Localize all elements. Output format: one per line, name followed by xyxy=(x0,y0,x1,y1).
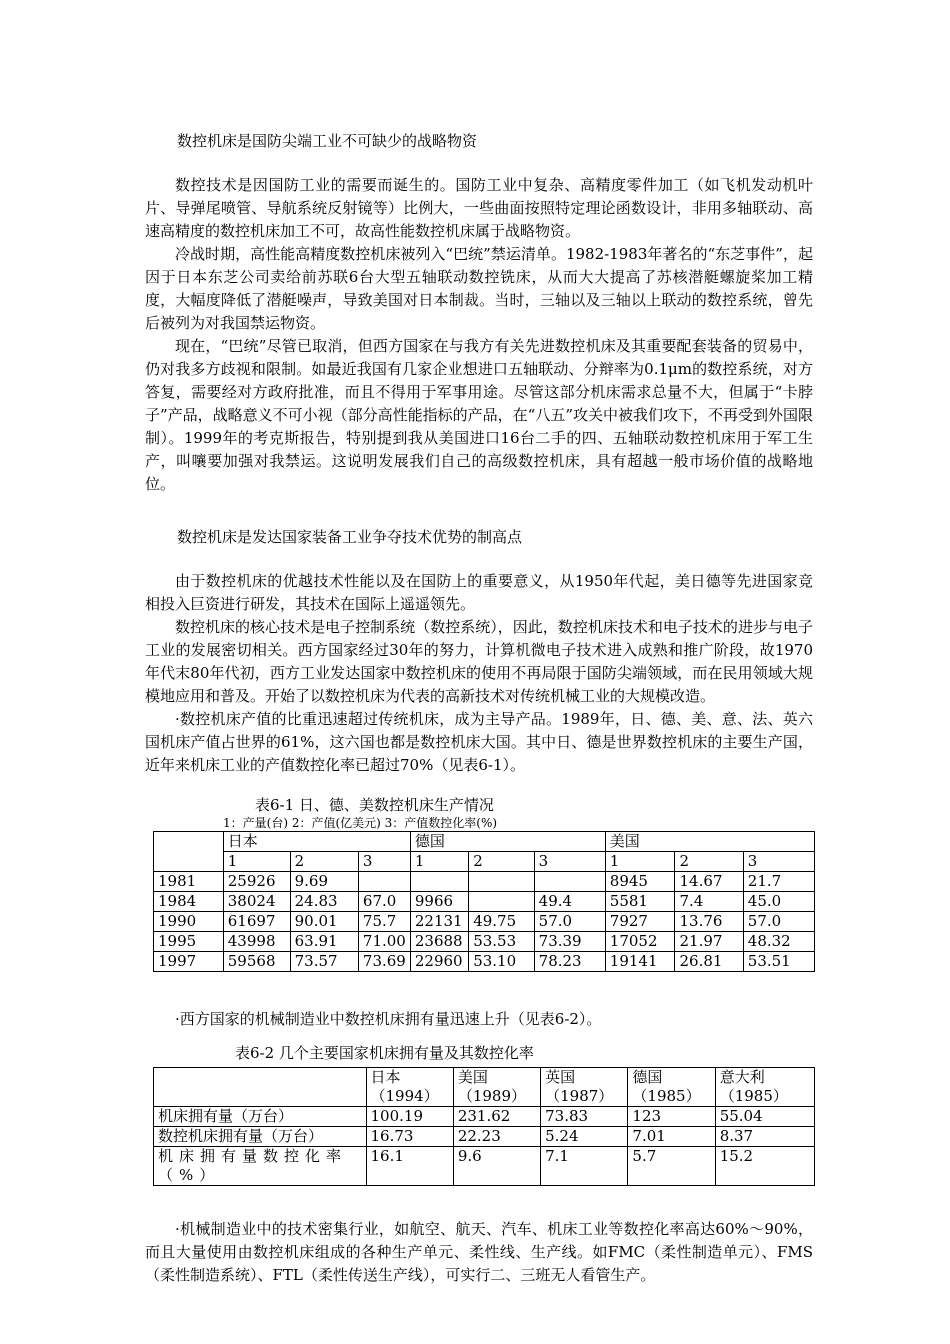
table2-corner-cell xyxy=(154,1068,367,1107)
section2-paragraph-1: 由于数控机床的优越技术性能以及在国防上的重要意义，从1950年代起，美日德等先进国家竞相投入巨资进行研发，其技术在国际上遥遥领先。 xyxy=(145,572,813,613)
table1-value-cell: 49.4 xyxy=(534,892,605,912)
table-row xyxy=(154,1127,815,1147)
table1-value-cell: 48.32 xyxy=(743,932,814,952)
table1-value-cell: 90.01 xyxy=(290,912,358,932)
table1-value-cell: 22131 xyxy=(410,912,468,932)
table1-value-cell: 59568 xyxy=(223,952,290,972)
paragraph-after-table1: ·西方国家的机械制造业中数控机床拥有量迅速上升（见表6-2）。 xyxy=(175,1010,602,1028)
table1-value-cell: 7.4 xyxy=(675,892,743,912)
table1-value-cell: 9.69 xyxy=(290,872,358,892)
section1-paragraph-1: 数控技术是因国防工业的需要而诞生的。国防工业中复杂、高精度零件加工（如飞机发动机叶片、导弹尾喷管、导航系统反射镜等）比例大，一些曲面按照特定理论函数设计，非用多轴联动、高速高精度的数控机床加工不可，故高性能数控机床属于战略物资。 xyxy=(145,176,813,240)
section2-paragraph-2: 数控机床的核心技术是电子控制系统（数控系统），因此，数控机床技术和电子技术的进步与电子工业的发展密切相关。西方国家经过30年的努力，计算机微电子技术进入成熟和推广阶段，故1970年代末80年代初，西方工业发达国家中数控机床的使用不再局限于国防尖端领域，而在民用领域大规模地应用和普及。开始了以数控机床为代表的高新技术对传统机械工业的大规模改造。 xyxy=(145,618,813,705)
table2-country-name: 英国 xyxy=(545,1068,576,1086)
table1-value-cell: 24.83 xyxy=(290,892,358,912)
table1-legend: 1：产量(台) 2：产值(亿美元) 3：产值数控化率(%) xyxy=(223,816,498,830)
table2-value-cell: 73.83 xyxy=(541,1107,628,1127)
table1-value-cell: 78.23 xyxy=(534,952,605,972)
table2-value-cell: 55.04 xyxy=(715,1107,814,1127)
section1-paragraph-3: 现在，“巴统”尽管已取消，但西方国家在与我方有关先进数控机床及其重要配套装备的贸易中，仍对我多方歧视和限制。如最近我国有几家企业想进口五轴联动、分辩率为0.1μm的数控系统，对方答复，需要经对方政府批准，而且不得用于军事用途。尽管这部分机床需求总量不大，但属于“卡脖子”产品，战略意义不可小视（部分高性能指标的产品，在“八五”攻关中被我们攻下，不再受到外国限制）。1999年的考克斯报告，特别提到我从美国进口16台二手的四、五轴联动数控机床用于军工生产，叫嚷要加强对我禁运。这说明发展我们自己的高级数控机床，具有超越一般市场价值的战略地位。 xyxy=(145,337,814,493)
table1-subheader: 2 xyxy=(469,852,534,872)
table-row xyxy=(154,1147,815,1186)
table1-value-cell xyxy=(358,872,410,892)
paragraph-after-table2: ·机械制造业中的技术密集行业，如航空、航天、汽车、机床工业等数控化率高达60%～90%，而且大量使用由数控机床组成的各种生产单元、柔性线、生产线。如FMC（柔性制造单元）、FMS（柔性制造系统）、FTL（柔性传送生产线），可实行二、三班无人看管生产。 xyxy=(145,1220,813,1284)
table1-value-cell: 57.0 xyxy=(534,912,605,932)
table1-corner-cell xyxy=(154,832,224,872)
table1-value-cell: 21.7 xyxy=(743,872,814,892)
table1-subheader: 2 xyxy=(675,852,743,872)
table1-value-cell: 73.69 xyxy=(358,952,410,972)
table1-subheader: 3 xyxy=(358,852,410,872)
table1-value-cell: 61697 xyxy=(223,912,290,932)
table1-value-cell: 25926 xyxy=(223,872,290,892)
table1-value-cell: 57.0 xyxy=(743,912,814,932)
table-row xyxy=(154,912,815,932)
table1-value-cell: 23688 xyxy=(410,932,468,952)
table2-header-row xyxy=(154,1068,815,1107)
section1-heading: 数控机床是国防尖端工业不可缺少的战略物资 xyxy=(177,132,478,150)
section1-body xyxy=(145,174,813,496)
table2-value-cell: 16.1 xyxy=(366,1147,453,1186)
table1-year-cell: 1997 xyxy=(154,952,224,972)
table1-subheader: 3 xyxy=(534,852,605,872)
table1-country-header: 美国 xyxy=(605,832,814,852)
table2-value-cell: 231.62 xyxy=(453,1107,540,1127)
table1-country-header: 德国 xyxy=(410,832,605,852)
table2-country-name: 意大利 xyxy=(719,1068,765,1086)
table2-value-cell: 16.73 xyxy=(366,1127,453,1147)
table2-row-label: 机床拥有量（万台） xyxy=(154,1107,367,1127)
table2-country-header xyxy=(541,1068,628,1107)
table2-country-header xyxy=(453,1068,540,1107)
table1-value-cell: 75.7 xyxy=(358,912,410,932)
table1-value-cell: 38024 xyxy=(223,892,290,912)
table1-country-header-row xyxy=(154,832,815,852)
table1-value-cell xyxy=(469,872,534,892)
table1-value-cell xyxy=(410,872,468,892)
table1-country-header: 日本 xyxy=(223,832,410,852)
table2-value-cell: 100.19 xyxy=(366,1107,453,1127)
table2-country-year: （1994） xyxy=(370,1087,439,1105)
table2-row-label: 数控机床拥有量（万台） xyxy=(154,1127,367,1147)
table1-year-cell: 1995 xyxy=(154,932,224,952)
table1-value-cell: 7927 xyxy=(605,912,675,932)
table2-value-cell: 15.2 xyxy=(715,1147,814,1186)
table-row xyxy=(154,932,815,952)
section2-paragraph-3: ·数控机床产值的比重迅速超过传统机床，成为主导产品。1989年，日、德、美、意、法、英六国机床产值占世界的61%，这六国也都是数控机床大国。其中日、德是世界数控机床的主要生产国，近年来机床工业的产值数控化率已超过70%（见表6-1）。 xyxy=(145,710,813,774)
table1-value-cell: 63.91 xyxy=(290,932,358,952)
table2-value-cell: 7.01 xyxy=(628,1127,715,1147)
table2-country-year: （1989） xyxy=(457,1087,526,1105)
table1-value-cell: 67.0 xyxy=(358,892,410,912)
table2-row-label: 机床拥有量数控化率（%） xyxy=(154,1147,367,1186)
table2-value-cell: 123 xyxy=(628,1107,715,1127)
table1-value-cell: 53.10 xyxy=(469,952,534,972)
table1-year-cell: 1981 xyxy=(154,872,224,892)
document-body xyxy=(145,130,813,1287)
table2-country-name: 美国 xyxy=(457,1068,488,1086)
table1-value-cell: 45.0 xyxy=(743,892,814,912)
table2-country-header xyxy=(715,1068,814,1107)
table1-value-cell: 14.67 xyxy=(675,872,743,892)
table1-year-cell: 1990 xyxy=(154,912,224,932)
table2-country-year: （1985） xyxy=(719,1087,788,1105)
table1-value-cell: 19141 xyxy=(605,952,675,972)
table2-country-year: （1987） xyxy=(545,1087,614,1105)
table1-value-cell: 17052 xyxy=(605,932,675,952)
table1-subheader: 1 xyxy=(605,852,675,872)
table-row xyxy=(154,1107,815,1127)
table1-value-cell: 73.39 xyxy=(534,932,605,952)
table2-value-cell: 5.7 xyxy=(628,1147,715,1186)
table1-subheader: 1 xyxy=(223,852,290,872)
table2-ownership xyxy=(153,1067,815,1186)
table1-value-cell: 8945 xyxy=(605,872,675,892)
section2-heading: 数控机床是发达国家装备工业争夺技术优势的制高点 xyxy=(177,528,523,546)
table2-country-name: 德国 xyxy=(632,1068,663,1086)
table2-value-cell: 7.1 xyxy=(541,1147,628,1186)
table-row xyxy=(154,872,815,892)
table1-value-cell: 73.57 xyxy=(290,952,358,972)
table2-value-cell: 9.6 xyxy=(453,1147,540,1186)
table2-country-header xyxy=(628,1068,715,1107)
table1-value-cell xyxy=(469,892,534,912)
table1-year-cell: 1984 xyxy=(154,892,224,912)
table1-value-cell: 26.81 xyxy=(675,952,743,972)
table1-value-cell: 13.76 xyxy=(675,912,743,932)
table1-value-cell xyxy=(534,872,605,892)
table1-value-cell: 53.51 xyxy=(743,952,814,972)
table2-value-cell: 22.23 xyxy=(453,1127,540,1147)
table1-value-cell: 43998 xyxy=(223,932,290,952)
table-row xyxy=(154,892,815,912)
table1-value-cell: 49.75 xyxy=(469,912,534,932)
section2-body xyxy=(145,570,813,777)
table2-country-year: （1985） xyxy=(632,1087,701,1105)
table2-caption: 表6-2 几个主要国家机床拥有量及其数控化率 xyxy=(235,1044,534,1062)
table1-value-cell: 9966 xyxy=(410,892,468,912)
table1-subheader-row xyxy=(154,852,815,872)
table1-value-cell: 71.00 xyxy=(358,932,410,952)
section1-paragraph-2: 冷战时期，高性能高精度数控机床被列入“巴统”禁运清单。1982-1983年著名的“东芝事件”，起因于日本东芝公司卖给前苏联6台大型五轴联动数控铣床，从而大大提高了苏核潜艇螺旋桨加工精度，大幅度降低了潜艇噪声，导致美国对日本制裁。当时，三轴以及三轴以上联动的数控系统，曾先后被列为对我国禁运物资。 xyxy=(145,245,813,332)
table2-value-cell: 5.24 xyxy=(541,1127,628,1147)
table2-value-cell: 8.37 xyxy=(715,1127,814,1147)
table1-caption: 表6-1 日、德、美数控机床生产情况 xyxy=(255,796,494,814)
table2-country-name: 日本 xyxy=(370,1068,401,1086)
table1-value-cell: 5581 xyxy=(605,892,675,912)
table1-value-cell: 21.97 xyxy=(675,932,743,952)
table2-country-header xyxy=(366,1068,453,1107)
table1-subheader: 1 xyxy=(410,852,468,872)
table-row xyxy=(154,952,815,972)
table1-production xyxy=(153,831,815,972)
table1-value-cell: 53.53 xyxy=(469,932,534,952)
table1-subheader: 2 xyxy=(290,852,358,872)
table1-value-cell: 22960 xyxy=(410,952,468,972)
table1-subheader: 3 xyxy=(743,852,814,872)
